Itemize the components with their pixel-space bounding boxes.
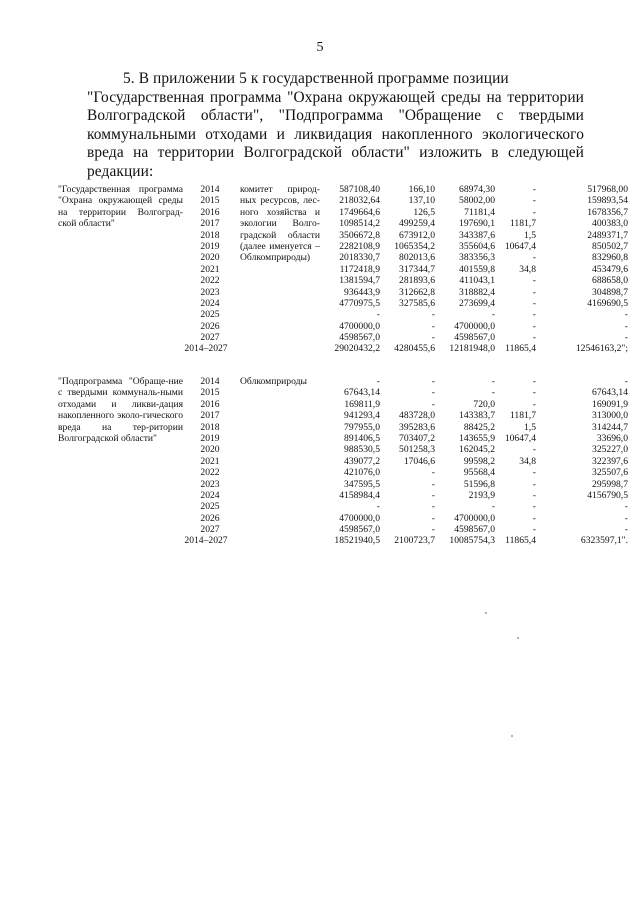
local-budget-cell: - <box>532 512 536 524</box>
local-budget-cell: 1181,7 <box>509 218 536 230</box>
regional-budget-cell: 411043,1 <box>459 275 495 287</box>
regional-budget-cell: - <box>491 376 495 387</box>
regional-budget-cell: 355604,6 <box>459 240 495 252</box>
federal-budget-cell: 703407,2 <box>399 432 435 444</box>
federal-budget-cell: - <box>431 332 435 344</box>
table-row <box>58 387 632 398</box>
table-row <box>58 513 632 524</box>
regional-budget-cell: 2193,9 <box>468 489 495 501</box>
federal-budget-cell: - <box>431 489 435 501</box>
local-budget-cell: 1,5 <box>524 229 536 241</box>
extrabudgetary-cell: 33696,0 <box>596 432 628 444</box>
local-budget-cell: 11865,4 <box>505 343 536 355</box>
federal-budget-cell: 126,5 <box>413 206 435 218</box>
extrabudgetary-cell: 4169690,5 <box>587 297 628 309</box>
extrabudgetary-cell: 322397,6 <box>592 455 628 467</box>
table-row <box>58 399 632 410</box>
local-budget-cell: 10647,4 <box>504 240 536 252</box>
federal-budget-cell: 281893,6 <box>399 275 435 287</box>
table-row <box>58 264 632 275</box>
extrabudgetary-cell: 1678356,7 <box>587 206 628 218</box>
extrabudgetary-cell: 517968,00 <box>587 184 628 195</box>
extrabudgetary-cell: 159893,54 <box>587 195 628 207</box>
extrabudgetary-cell: - <box>624 309 628 321</box>
extrabudgetary-cell: 688658,0 <box>592 275 628 287</box>
year-cell: 2025 <box>200 309 220 321</box>
year-cell: 2014–2027 <box>184 535 228 547</box>
year-cell: 2019 <box>200 432 220 444</box>
local-budget-cell: 34,8 <box>519 263 536 275</box>
regional-budget-cell: 273699,4 <box>459 297 495 309</box>
regional-budget-cell: 58002,00 <box>459 195 495 207</box>
year-cell: 2018 <box>200 229 220 241</box>
regional-budget-cell: - <box>491 501 495 513</box>
year-cell: 2023 <box>200 286 220 298</box>
extrabudgetary-cell: 314244,7 <box>592 421 628 433</box>
table-row <box>58 195 632 206</box>
table-row <box>58 218 632 229</box>
year-cell: 2022 <box>200 275 220 287</box>
federal-budget-cell: 483728,0 <box>399 410 435 422</box>
regional-budget-cell: 99598,2 <box>463 455 495 467</box>
regional-budget-cell: 68974,30 <box>459 184 495 195</box>
table-row <box>58 343 632 354</box>
total-cell: 1381594,7 <box>339 275 380 287</box>
year-cell: 2016 <box>200 398 220 410</box>
table-row <box>58 376 632 387</box>
federal-budget-cell: 166,10 <box>408 184 435 195</box>
total-cell: 218032,64 <box>339 195 380 207</box>
scan-speck <box>517 637 519 639</box>
total-cell: 1172418,9 <box>339 263 380 275</box>
federal-budget-cell: 802013,6 <box>399 252 435 264</box>
federal-budget-cell: - <box>431 376 435 387</box>
federal-budget-cell: 2100723,7 <box>394 535 435 547</box>
federal-budget-cell: - <box>431 398 435 410</box>
year-cell: 2020 <box>200 444 220 456</box>
federal-budget-cell: 327585,6 <box>399 297 435 309</box>
total-cell: 4158984,4 <box>339 489 380 501</box>
program-rows <box>58 184 632 355</box>
table-row <box>58 410 632 421</box>
regional-budget-cell: 343387,6 <box>459 229 495 241</box>
local-budget-cell: 1181,7 <box>509 410 536 422</box>
local-budget-cell: - <box>532 252 536 264</box>
table-row <box>58 230 632 241</box>
total-cell: 4770975,5 <box>339 297 380 309</box>
regional-budget-cell: 318882,4 <box>459 286 495 298</box>
federal-budget-cell: - <box>431 467 435 479</box>
local-budget-cell: - <box>532 275 536 287</box>
extrabudgetary-cell: 313000,0 <box>592 410 628 422</box>
intro-text: "Государственная программа "Охрана окружающей среды на территории Волгоградской области", "Подпрограмма "Обращение с твердыми коммунальными отходами и ликвидация накопленного экологического вреда на территории Волгоградской области" изложить в следующей редакции: <box>87 88 584 180</box>
table-row <box>58 479 632 490</box>
extrabudgetary-cell: 304898,7 <box>592 286 628 298</box>
federal-budget-cell: 137,10 <box>408 195 435 207</box>
federal-budget-cell: 1065354,2 <box>394 240 435 252</box>
regional-budget-cell: 71181,4 <box>464 206 495 218</box>
extrabudgetary-cell: - <box>624 332 628 344</box>
subprogram-rows <box>58 376 632 547</box>
year-cell: 2026 <box>200 320 220 332</box>
extrabudgetary-cell: 6323597,1". <box>580 535 628 547</box>
table-row <box>58 444 632 455</box>
table-row <box>58 275 632 286</box>
regional-budget-cell: 4700000,0 <box>454 320 495 332</box>
federal-budget-cell: 317344,7 <box>399 263 435 275</box>
local-budget-cell: - <box>532 309 536 321</box>
extrabudgetary-cell: - <box>624 524 628 536</box>
regional-budget-cell: 10085754,3 <box>449 535 495 547</box>
total-cell: 941293,4 <box>344 410 380 422</box>
subprogram-title: "Подпрограмма "Обраще-ние с твердыми коммуналь-ными отходами и ликви-дация накопленного эколо-гического вреда на тер-ритории Волгоградской области" <box>58 376 183 445</box>
table-row <box>58 501 632 512</box>
table-row <box>58 332 632 343</box>
regional-budget-cell: 720,0 <box>473 398 495 410</box>
total-cell: 169811,9 <box>344 398 380 410</box>
total-cell: 18521940,5 <box>334 535 380 547</box>
year-cell: 2014 <box>200 376 220 387</box>
regional-budget-cell: 95568,4 <box>463 467 495 479</box>
local-budget-cell: 10647,4 <box>504 432 536 444</box>
total-cell: - <box>376 309 380 321</box>
extrabudgetary-cell: - <box>624 320 628 332</box>
year-cell: 2014–2027 <box>184 343 228 355</box>
federal-budget-cell: 312662,8 <box>399 286 435 298</box>
scan-speck <box>511 735 513 737</box>
year-cell: 2021 <box>200 455 220 467</box>
total-cell: 3506672,8 <box>339 229 380 241</box>
year-cell: 2025 <box>200 501 220 513</box>
local-budget-cell: - <box>532 332 536 344</box>
extrabudgetary-cell: 4156790,5 <box>587 489 628 501</box>
table-row <box>58 456 632 467</box>
year-cell: 2026 <box>200 512 220 524</box>
regional-budget-cell: 401559,8 <box>459 263 495 275</box>
local-budget-cell: - <box>532 444 536 456</box>
local-budget-cell: - <box>532 376 536 387</box>
extrabudgetary-cell: 169091,9 <box>592 398 628 410</box>
federal-budget-cell: 673912,0 <box>399 229 435 241</box>
regional-budget-cell: 4598567,0 <box>454 524 495 536</box>
local-budget-cell: 11865,4 <box>505 535 536 547</box>
local-budget-cell: - <box>532 195 536 207</box>
federal-budget-cell: 4280455,6 <box>394 343 435 355</box>
table-row <box>58 298 632 309</box>
subprogram-block <box>58 376 632 551</box>
regional-budget-cell: 143655,9 <box>459 432 495 444</box>
total-cell: 4700000,0 <box>339 320 380 332</box>
regional-budget-cell: 88425,2 <box>463 421 495 433</box>
total-cell: 1098514,2 <box>339 218 380 230</box>
extrabudgetary-cell: 295998,7 <box>592 478 628 490</box>
extrabudgetary-cell: 400383,0 <box>592 218 628 230</box>
table-row <box>58 490 632 501</box>
federal-budget-cell: 501258,3 <box>399 444 435 456</box>
total-cell: 936443,9 <box>344 286 380 298</box>
federal-budget-cell: 499259,4 <box>399 218 435 230</box>
table-row <box>58 309 632 320</box>
regional-budget-cell: 4598567,0 <box>454 332 495 344</box>
year-cell: 2015 <box>200 387 220 399</box>
local-budget-cell: - <box>532 467 536 479</box>
intro-first-line: 5. В приложении 5 к государственной программе позиции <box>123 70 509 87</box>
extrabudgetary-cell: - <box>624 512 628 524</box>
extrabudgetary-cell: 12546163,2"; <box>575 343 628 355</box>
page-number: 5 <box>316 40 324 55</box>
regional-budget-cell: - <box>491 309 495 321</box>
local-budget-cell: - <box>532 501 536 513</box>
year-cell: 2019 <box>200 240 220 252</box>
program-block <box>58 184 632 359</box>
year-cell: 2017 <box>200 218 220 230</box>
subprogram-responsible: Облкомприроды <box>240 376 307 387</box>
year-cell: 2014 <box>200 184 220 195</box>
year-cell: 2015 <box>200 195 220 207</box>
program-title: "Государственная программа "Охрана окружающей среды на территории Волгоград-ской области" <box>58 184 183 230</box>
local-budget-cell: 1,5 <box>524 421 536 433</box>
local-budget-cell: - <box>532 478 536 490</box>
regional-budget-cell: 383356,3 <box>459 252 495 264</box>
total-cell: 988530,5 <box>344 444 380 456</box>
local-budget-cell: - <box>532 286 536 298</box>
local-budget-cell: - <box>532 320 536 332</box>
intro-paragraph <box>87 70 584 181</box>
year-cell: 2027 <box>200 524 220 536</box>
table-row <box>58 535 632 546</box>
regional-budget-cell: 143383,7 <box>459 410 495 422</box>
federal-budget-cell: - <box>431 478 435 490</box>
total-cell: 2282108,9 <box>339 240 380 252</box>
total-cell: 347595,5 <box>344 478 380 490</box>
federal-budget-cell: - <box>431 512 435 524</box>
table-row <box>58 321 632 332</box>
scan-speck <box>485 612 487 614</box>
year-cell: 2022 <box>200 467 220 479</box>
total-cell: 2018330,7 <box>339 252 380 264</box>
regional-budget-cell: 51596,8 <box>463 478 495 490</box>
table-row <box>58 207 632 218</box>
total-cell: 4598567,0 <box>339 332 380 344</box>
federal-budget-cell: 17046,6 <box>403 455 435 467</box>
local-budget-cell: - <box>532 387 536 399</box>
total-cell: 29020432,2 <box>334 343 380 355</box>
extrabudgetary-cell: 2489371,7 <box>587 229 628 241</box>
total-cell: 891406,5 <box>344 432 380 444</box>
extrabudgetary-cell: 325227,0 <box>592 444 628 456</box>
regional-budget-cell: 197690,1 <box>459 218 495 230</box>
total-cell: 439077,2 <box>344 455 380 467</box>
local-budget-cell: - <box>532 206 536 218</box>
federal-budget-cell: - <box>431 387 435 399</box>
extrabudgetary-cell: - <box>624 376 628 387</box>
year-cell: 2016 <box>200 206 220 218</box>
total-cell: 587108,40 <box>339 184 380 195</box>
year-cell: 2021 <box>200 263 220 275</box>
local-budget-cell: 34,8 <box>519 455 536 467</box>
year-cell: 2020 <box>200 252 220 264</box>
table-row <box>58 467 632 478</box>
extrabudgetary-cell: 325507,6 <box>592 467 628 479</box>
year-cell: 2024 <box>200 489 220 501</box>
table-row <box>58 422 632 433</box>
local-budget-cell: - <box>532 489 536 501</box>
local-budget-cell: - <box>532 297 536 309</box>
extrabudgetary-cell: - <box>624 501 628 513</box>
federal-budget-cell: - <box>431 524 435 536</box>
extrabudgetary-cell: 453479,6 <box>592 263 628 275</box>
federal-budget-cell: 395283,6 <box>399 421 435 433</box>
table-row <box>58 252 632 263</box>
extrabudgetary-cell: 832960,8 <box>592 252 628 264</box>
regional-budget-cell: - <box>491 387 495 399</box>
regional-budget-cell: 12181948,0 <box>449 343 495 355</box>
year-cell: 2018 <box>200 421 220 433</box>
federal-budget-cell: - <box>431 501 435 513</box>
total-cell: - <box>376 376 380 387</box>
local-budget-cell: - <box>532 184 536 195</box>
total-cell: 4598567,0 <box>339 524 380 536</box>
total-cell: 67643,14 <box>344 387 380 399</box>
table-row <box>58 524 632 535</box>
federal-budget-cell: - <box>431 309 435 321</box>
total-cell: 421076,0 <box>344 467 380 479</box>
total-cell: 4700000,0 <box>339 512 380 524</box>
regional-budget-cell: 4700000,0 <box>454 512 495 524</box>
table-row <box>58 433 632 444</box>
local-budget-cell: - <box>532 398 536 410</box>
year-cell: 2024 <box>200 297 220 309</box>
total-cell: - <box>376 501 380 513</box>
year-cell: 2027 <box>200 332 220 344</box>
year-cell: 2023 <box>200 478 220 490</box>
extrabudgetary-cell: 67643,14 <box>592 387 628 399</box>
regional-budget-cell: 162045,2 <box>459 444 495 456</box>
program-responsible: комитет природ-ных ресурсов, лес-ного хозяйства и экологии Волго-градской области (далее именуется – Облкомприроды) <box>240 184 320 264</box>
federal-budget-cell: - <box>431 320 435 332</box>
table-row <box>58 241 632 252</box>
extrabudgetary-cell: 850502,7 <box>592 240 628 252</box>
table-row <box>58 287 632 298</box>
table-row <box>58 184 632 195</box>
year-cell: 2017 <box>200 410 220 422</box>
total-cell: 797955,0 <box>344 421 380 433</box>
local-budget-cell: - <box>532 524 536 536</box>
total-cell: 1749664,6 <box>339 206 380 218</box>
